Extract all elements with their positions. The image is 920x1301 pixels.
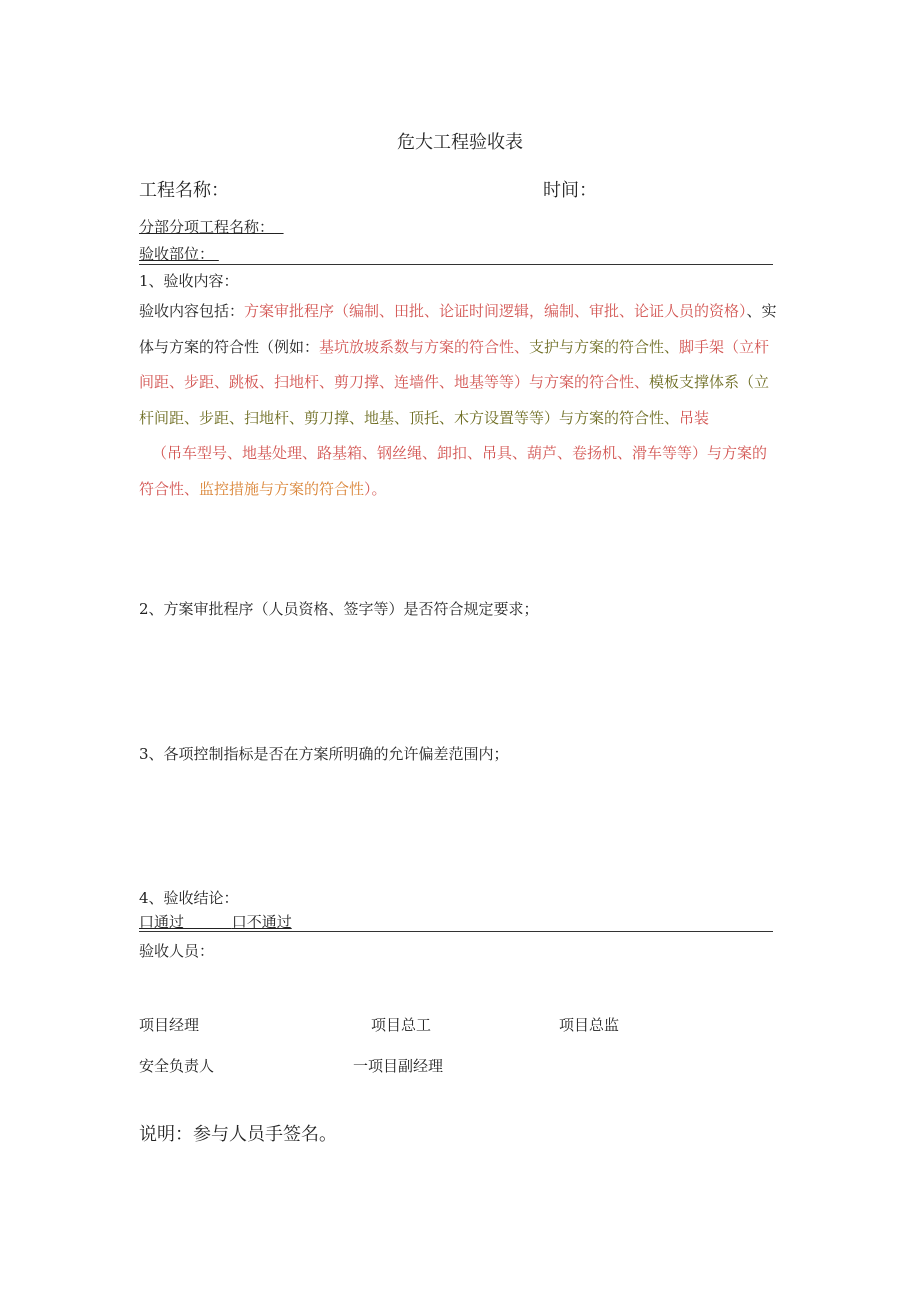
subproject-name-label: 分部分项工程名称： — [139, 218, 275, 236]
acceptance-part-label: 验收部位： — [139, 245, 215, 263]
subproject-name-field[interactable] — [139, 216, 284, 237]
excavation-slope-text: 基坑放坡系数与方案的符合性、 — [319, 337, 530, 356]
signer-deputy-manager: 一项目副经理 — [353, 1057, 444, 1075]
crane-text: （吊车型号、地基处理、路基箱、钢丝绳、卸扣、吊具、葫芦、卷扬机、滑车等等）与方案的符合性、 — [139, 444, 768, 498]
section-4-heading: 4、验收结论： — [139, 889, 239, 907]
signer-safety-officer: 安全负责人 — [139, 1057, 215, 1075]
project-name-label: 工程名称： — [139, 180, 229, 201]
inspectors-label: 验收人员： — [139, 942, 215, 960]
monitoring-text: 监控措施与方案的符合性 — [199, 479, 365, 498]
scaffold-text: 脚手架（立杆间距、步距、跳板、扫地杆、剪刀撑、连墙件、地基等等）与方案的符合性、 — [139, 337, 770, 391]
support-text: 支护与方案的符合性、 — [529, 337, 680, 356]
section-3-text: 3、各项控制指标是否在方案所明确的允许偏差范围内； — [139, 745, 509, 763]
section-2-text: 2、方案审批程序（人员资格、签字等）是否符合规定要求； — [139, 600, 539, 618]
formwork-text: 模板支撑体系（立杆间距、步距、扫地杆、剪刀撑、地基、顶托、木方设置等等）与方案的符合性、 — [139, 373, 770, 427]
hoisting-text: 吊装 — [679, 408, 710, 427]
signer-project-manager: 项目经理 — [139, 1016, 200, 1034]
signer-chief-engineer: 项目总工 — [371, 1016, 432, 1034]
divider-line — [139, 264, 773, 265]
pass-checkbox[interactable]: 口通过 — [139, 913, 185, 931]
time-label: 时间： — [543, 180, 597, 201]
signature-note: 说明：参与人员手签名。 — [139, 1124, 337, 1145]
divider-line — [139, 931, 773, 932]
fail-checkbox[interactable]: 口不通过 — [231, 913, 292, 931]
page-title: 危大工程验收表 — [397, 132, 523, 153]
conclusion-options — [139, 911, 292, 932]
section-1-heading: 1、验收内容： — [139, 272, 239, 290]
intro-text: 验收内容包括： — [139, 302, 245, 320]
acceptance-part-field[interactable] — [139, 243, 219, 264]
signer-chief-supervisor: 项目总监 — [559, 1016, 620, 1034]
section-1-content: 验收内容包括：方案审批程序（编制、田批、论证时间逻辑，编制、审批、论证人员的资格）、实体与方案的符合性（例如：基坑放坡系数与方案的符合性、支护与方案的符合性、脚手架（立杆间距、步距、跳板、扫地杆、剪刀撑、连墙件、地基等等）与方案的符合性、模板支撑体系（立杆间距、步距、扫地杆、剪刀撑、地基、顶托、木方设置等等）与方案的符合性、吊装 （吊车型号、地基处理、路基箱、钢丝绳、卸扣、吊具、葫芦、卷扬机、滑车等等）与方案的符合性、监控措施与方案的符合性）。 — [139, 302, 777, 498]
approval-procedure-text: 方案审批程序（编制、田批、论证时间逻辑，编制、审批、论证人员的资格） — [244, 302, 747, 320]
